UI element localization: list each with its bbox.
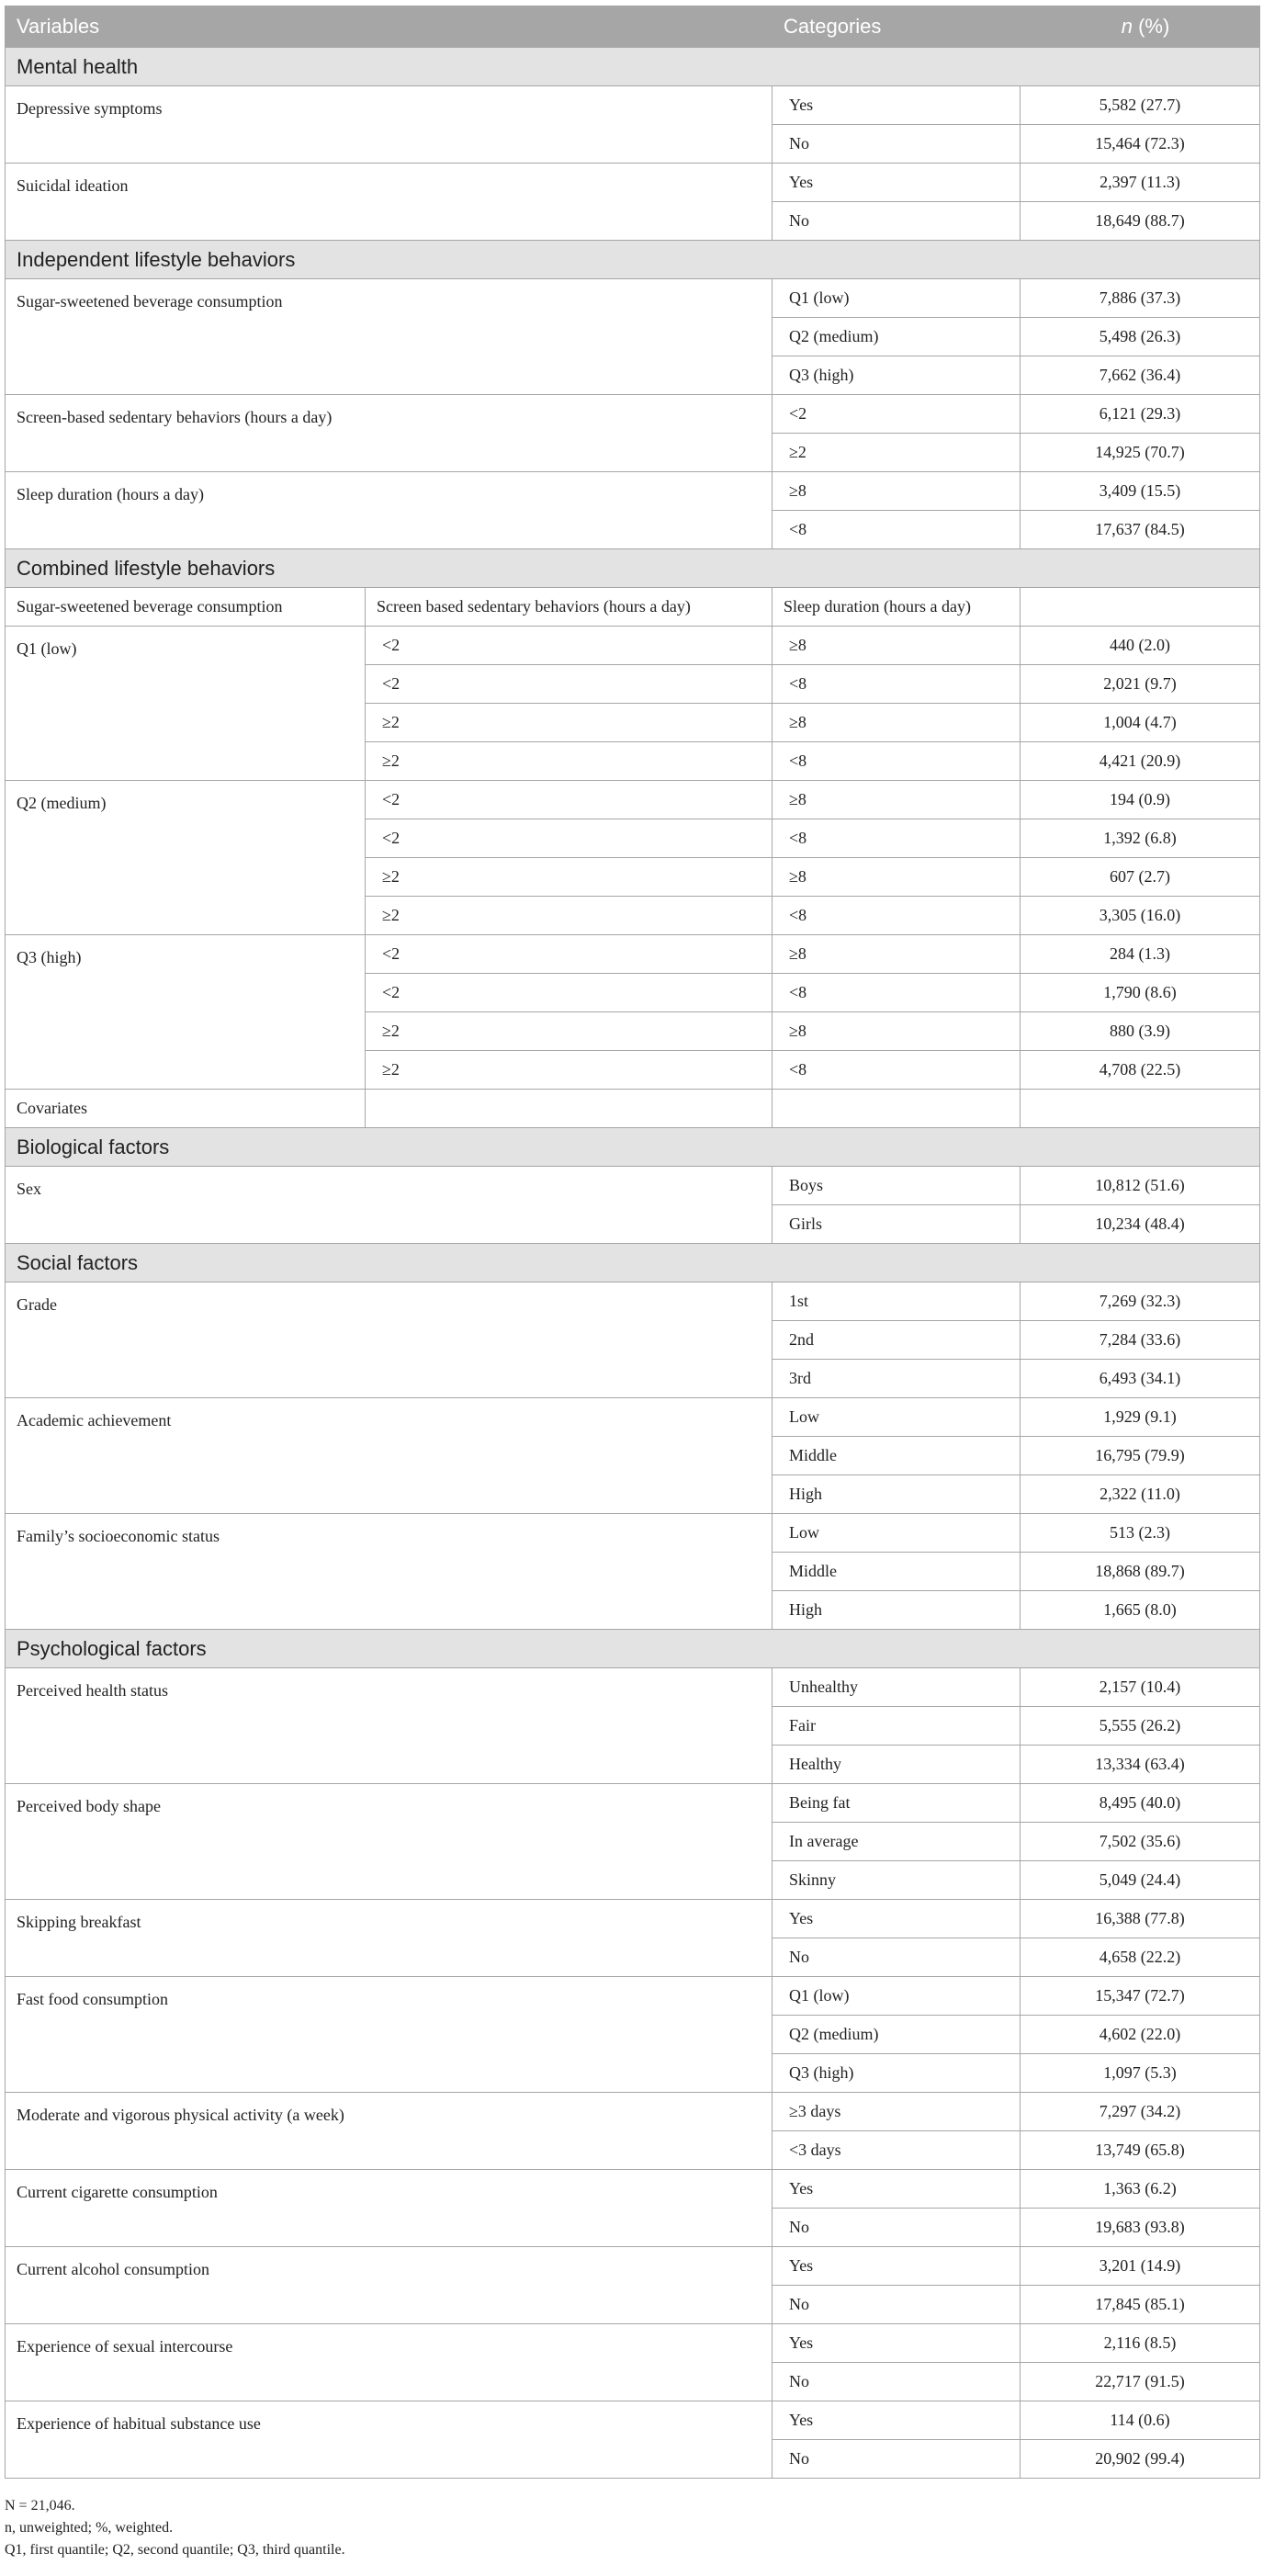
value-cell: 14,925 (70.7) — [1021, 434, 1260, 472]
value-cell: 15,464 (72.3) — [1021, 125, 1260, 164]
section-row — [6, 48, 1260, 86]
variable-cell: Current alcohol consumption — [6, 2247, 772, 2324]
variable-cell: Moderate and vigorous physical activity (a week) — [6, 2093, 772, 2170]
table-row — [6, 164, 1260, 202]
screen-cell: <2 — [366, 935, 772, 974]
value-cell: 18,868 (89.7) — [1021, 1553, 1260, 1591]
data-table — [5, 6, 1260, 2479]
value-cell: 5,582 (27.7) — [1021, 86, 1260, 125]
category-cell: Being fat — [772, 1784, 1021, 1823]
category-cell: Yes — [772, 2247, 1021, 2286]
value-cell: 10,812 (51.6) — [1021, 1167, 1260, 1205]
value-cell: 3,409 (15.5) — [1021, 472, 1260, 511]
value-cell: 1,929 (9.1) — [1021, 1398, 1260, 1437]
table-row — [6, 472, 1260, 511]
table-row — [6, 2324, 1260, 2363]
value-cell: 2,157 (10.4) — [1021, 1668, 1260, 1707]
variable-cell: Family’s socioeconomic status — [6, 1514, 772, 1630]
value-cell: 1,790 (8.6) — [1021, 974, 1260, 1012]
table-row — [6, 935, 1260, 974]
value-cell: 7,284 (33.6) — [1021, 1321, 1260, 1360]
combined-group-cell: Q1 (low) — [6, 627, 366, 781]
note-line: Q1, first quantile; Q2, second quantile; Q3, third quantile. — [5, 2542, 345, 2558]
combined-group-cell: Q2 (medium) — [6, 781, 366, 935]
variable-cell: Academic achievement — [6, 1398, 772, 1514]
value-cell: 20,902 (99.4) — [1021, 2440, 1260, 2479]
value-cell: 2,116 (8.5) — [1021, 2324, 1260, 2363]
category-cell: 3rd — [772, 1360, 1021, 1398]
sleep-cell: ≥8 — [772, 704, 1021, 742]
value-cell: 440 (2.0) — [1021, 627, 1260, 665]
value-cell: 5,049 (24.4) — [1021, 1861, 1260, 1900]
sleep-cell: <8 — [772, 665, 1021, 704]
category-cell: Q1 (low) — [772, 1977, 1021, 2016]
combined-header-empty — [1021, 588, 1260, 627]
value-cell: 17,637 (84.5) — [1021, 511, 1260, 549]
variable-cell: Perceived health status — [6, 1668, 772, 1784]
section-row — [6, 549, 1260, 588]
category-cell: Yes — [772, 164, 1021, 202]
value-cell: 13,334 (63.4) — [1021, 1746, 1260, 1784]
header-categories: Categories — [772, 6, 1021, 48]
variable-cell: Grade — [6, 1282, 772, 1398]
category-cell: Yes — [772, 2401, 1021, 2440]
category-cell: Yes — [772, 2170, 1021, 2209]
category-cell: Low — [772, 1514, 1021, 1553]
variable-cell: Sex — [6, 1167, 772, 1244]
category-cell: High — [772, 1475, 1021, 1514]
sleep-cell: ≥8 — [772, 627, 1021, 665]
combined-header-row — [6, 588, 1260, 627]
value-cell: 7,269 (32.3) — [1021, 1282, 1260, 1321]
combined-header-screen: Screen based sedentary behaviors (hours a day) — [366, 588, 772, 627]
category-cell: Yes — [772, 2324, 1021, 2363]
value-cell: 2,397 (11.3) — [1021, 164, 1260, 202]
value-cell: 194 (0.9) — [1021, 781, 1260, 819]
category-cell: <2 — [772, 395, 1021, 434]
header-n-pct — [1021, 6, 1260, 48]
value-cell: 2,322 (11.0) — [1021, 1475, 1260, 1514]
value-cell: 6,121 (29.3) — [1021, 395, 1260, 434]
category-cell: Q1 (low) — [772, 279, 1021, 318]
variable-cell: Depressive symptoms — [6, 86, 772, 164]
category-cell: Q3 (high) — [772, 356, 1021, 395]
value-cell: 3,201 (14.9) — [1021, 2247, 1260, 2286]
category-cell: Yes — [772, 86, 1021, 125]
category-cell: No — [772, 2363, 1021, 2401]
table-row — [6, 2170, 1260, 2209]
value-cell: 8,495 (40.0) — [1021, 1784, 1260, 1823]
combined-header-ssb: Sugar-sweetened beverage consumption — [6, 588, 366, 627]
category-cell: Boys — [772, 1167, 1021, 1205]
screen-cell: ≥2 — [366, 897, 772, 935]
category-cell: No — [772, 2286, 1021, 2324]
value-cell: 16,388 (77.8) — [1021, 1900, 1260, 1938]
category-cell: Healthy — [772, 1746, 1021, 1784]
screen-cell: ≥2 — [366, 1012, 772, 1051]
section-title: Independent lifestyle behaviors — [6, 241, 1260, 279]
table-row — [6, 1282, 1260, 1321]
empty-cell — [772, 1090, 1021, 1128]
category-cell: ≥2 — [772, 434, 1021, 472]
category-cell: ≥3 days — [772, 2093, 1021, 2131]
sleep-cell: ≥8 — [772, 781, 1021, 819]
value-cell: 7,297 (34.2) — [1021, 2093, 1260, 2131]
value-cell: 5,498 (26.3) — [1021, 318, 1260, 356]
table-row — [6, 781, 1260, 819]
table-row — [6, 2401, 1260, 2440]
header-n: n — [1121, 15, 1133, 38]
category-cell: No — [772, 2440, 1021, 2479]
table-notes — [5, 2495, 345, 2561]
screen-cell: <2 — [366, 665, 772, 704]
category-cell: <3 days — [772, 2131, 1021, 2170]
value-cell: 18,649 (88.7) — [1021, 202, 1260, 241]
table-row — [6, 627, 1260, 665]
section-title: Psychological factors — [6, 1630, 1260, 1668]
value-cell: 513 (2.3) — [1021, 1514, 1260, 1553]
value-cell: 4,658 (22.2) — [1021, 1938, 1260, 1977]
category-cell: Q2 (medium) — [772, 2016, 1021, 2054]
value-cell: 114 (0.6) — [1021, 2401, 1260, 2440]
combined-group-cell: Q3 (high) — [6, 935, 366, 1090]
variable-cell: Skipping breakfast — [6, 1900, 772, 1977]
section-title: Social factors — [6, 1244, 1260, 1282]
variable-cell: Sleep duration (hours a day) — [6, 472, 772, 549]
header-variables: Variables — [6, 6, 772, 48]
sleep-cell: <8 — [772, 897, 1021, 935]
category-cell: No — [772, 125, 1021, 164]
value-cell: 4,421 (20.9) — [1021, 742, 1260, 781]
value-cell: 1,392 (6.8) — [1021, 819, 1260, 858]
variable-cell: Perceived body shape — [6, 1784, 772, 1900]
covariates-label: Covariates — [6, 1090, 366, 1128]
category-cell: 1st — [772, 1282, 1021, 1321]
screen-cell: <2 — [366, 781, 772, 819]
sleep-cell: ≥8 — [772, 1012, 1021, 1051]
category-cell: <8 — [772, 511, 1021, 549]
section-row — [6, 1630, 1260, 1668]
value-cell: 17,845 (85.1) — [1021, 2286, 1260, 2324]
category-cell: 2nd — [772, 1321, 1021, 1360]
value-cell: 284 (1.3) — [1021, 935, 1260, 974]
value-cell: 1,097 (5.3) — [1021, 2054, 1260, 2093]
variable-cell: Screen-based sedentary behaviors (hours a day) — [6, 395, 772, 472]
empty-cell — [366, 1090, 772, 1128]
category-cell: Middle — [772, 1553, 1021, 1591]
table-row — [6, 2093, 1260, 2131]
table-row — [6, 1900, 1260, 1938]
category-cell: No — [772, 2209, 1021, 2247]
table-row — [6, 1977, 1260, 2016]
value-cell: 13,749 (65.8) — [1021, 2131, 1260, 2170]
category-cell: Low — [772, 1398, 1021, 1437]
table-container — [5, 6, 1259, 2479]
table-row — [6, 395, 1260, 434]
section-row — [6, 241, 1260, 279]
header-row — [6, 6, 1260, 48]
header-pct: (%) — [1132, 15, 1170, 38]
value-cell: 4,708 (22.5) — [1021, 1051, 1260, 1090]
value-cell: 3,305 (16.0) — [1021, 897, 1260, 935]
value-cell: 4,602 (22.0) — [1021, 2016, 1260, 2054]
table-body — [6, 48, 1260, 2479]
value-cell: 7,886 (37.3) — [1021, 279, 1260, 318]
table-row — [6, 86, 1260, 125]
section-row — [6, 1244, 1260, 1282]
variable-cell: Suicidal ideation — [6, 164, 772, 241]
value-cell: 7,502 (35.6) — [1021, 1823, 1260, 1861]
section-title: Mental health — [6, 48, 1260, 86]
category-cell: Girls — [772, 1205, 1021, 1244]
value-cell: 10,234 (48.4) — [1021, 1205, 1260, 1244]
value-cell: 2,021 (9.7) — [1021, 665, 1260, 704]
sleep-cell: ≥8 — [772, 935, 1021, 974]
screen-cell: ≥2 — [366, 858, 772, 897]
value-cell: 19,683 (93.8) — [1021, 2209, 1260, 2247]
value-cell: 1,004 (4.7) — [1021, 704, 1260, 742]
value-cell: 22,717 (91.5) — [1021, 2363, 1260, 2401]
value-cell: 607 (2.7) — [1021, 858, 1260, 897]
table-row — [6, 1784, 1260, 1823]
category-cell: Middle — [772, 1437, 1021, 1475]
value-cell: 880 (3.9) — [1021, 1012, 1260, 1051]
screen-cell: ≥2 — [366, 1051, 772, 1090]
value-cell: 6,493 (34.1) — [1021, 1360, 1260, 1398]
category-cell: Q2 (medium) — [772, 318, 1021, 356]
empty-cell — [1021, 1090, 1260, 1128]
category-cell: Fair — [772, 1707, 1021, 1746]
value-cell: 1,363 (6.2) — [1021, 2170, 1260, 2209]
variable-cell: Experience of habitual substance use — [6, 2401, 772, 2479]
screen-cell: ≥2 — [366, 742, 772, 781]
sleep-cell: ≥8 — [772, 858, 1021, 897]
variable-cell: Fast food consumption — [6, 1977, 772, 2093]
category-cell: Skinny — [772, 1861, 1021, 1900]
category-cell: High — [772, 1591, 1021, 1630]
table-row — [6, 1668, 1260, 1707]
screen-cell: <2 — [366, 627, 772, 665]
category-cell: Q3 (high) — [772, 2054, 1021, 2093]
variable-cell: Experience of sexual intercourse — [6, 2324, 772, 2401]
section-title: Biological factors — [6, 1128, 1260, 1167]
note-line: n, unweighted; %, weighted. — [5, 2520, 174, 2536]
category-cell: No — [772, 202, 1021, 241]
category-cell: Yes — [772, 1900, 1021, 1938]
category-cell: In average — [772, 1823, 1021, 1861]
section-row — [6, 1128, 1260, 1167]
category-cell: No — [772, 1938, 1021, 1977]
category-cell: ≥8 — [772, 472, 1021, 511]
variable-cell: Current cigarette consumption — [6, 2170, 772, 2247]
screen-cell: <2 — [366, 974, 772, 1012]
screen-cell: <2 — [366, 819, 772, 858]
table-row — [6, 1514, 1260, 1553]
sleep-cell: <8 — [772, 1051, 1021, 1090]
table-row — [6, 279, 1260, 318]
value-cell: 7,662 (36.4) — [1021, 356, 1260, 395]
combined-header-sleep: Sleep duration (hours a day) — [772, 588, 1021, 627]
covariates-row — [6, 1090, 1260, 1128]
sleep-cell: <8 — [772, 742, 1021, 781]
value-cell: 1,665 (8.0) — [1021, 1591, 1260, 1630]
sleep-cell: <8 — [772, 819, 1021, 858]
value-cell: 16,795 (79.9) — [1021, 1437, 1260, 1475]
note-line: N = 21,046. — [5, 2498, 75, 2514]
sleep-cell: <8 — [772, 974, 1021, 1012]
table-row — [6, 1167, 1260, 1205]
section-title: Combined lifestyle behaviors — [6, 549, 1260, 588]
value-cell: 5,555 (26.2) — [1021, 1707, 1260, 1746]
value-cell: 15,347 (72.7) — [1021, 1977, 1260, 2016]
variable-cell: Sugar-sweetened beverage consumption — [6, 279, 772, 395]
category-cell: Unhealthy — [772, 1668, 1021, 1707]
table-row — [6, 1398, 1260, 1437]
table-row — [6, 2247, 1260, 2286]
screen-cell: ≥2 — [366, 704, 772, 742]
